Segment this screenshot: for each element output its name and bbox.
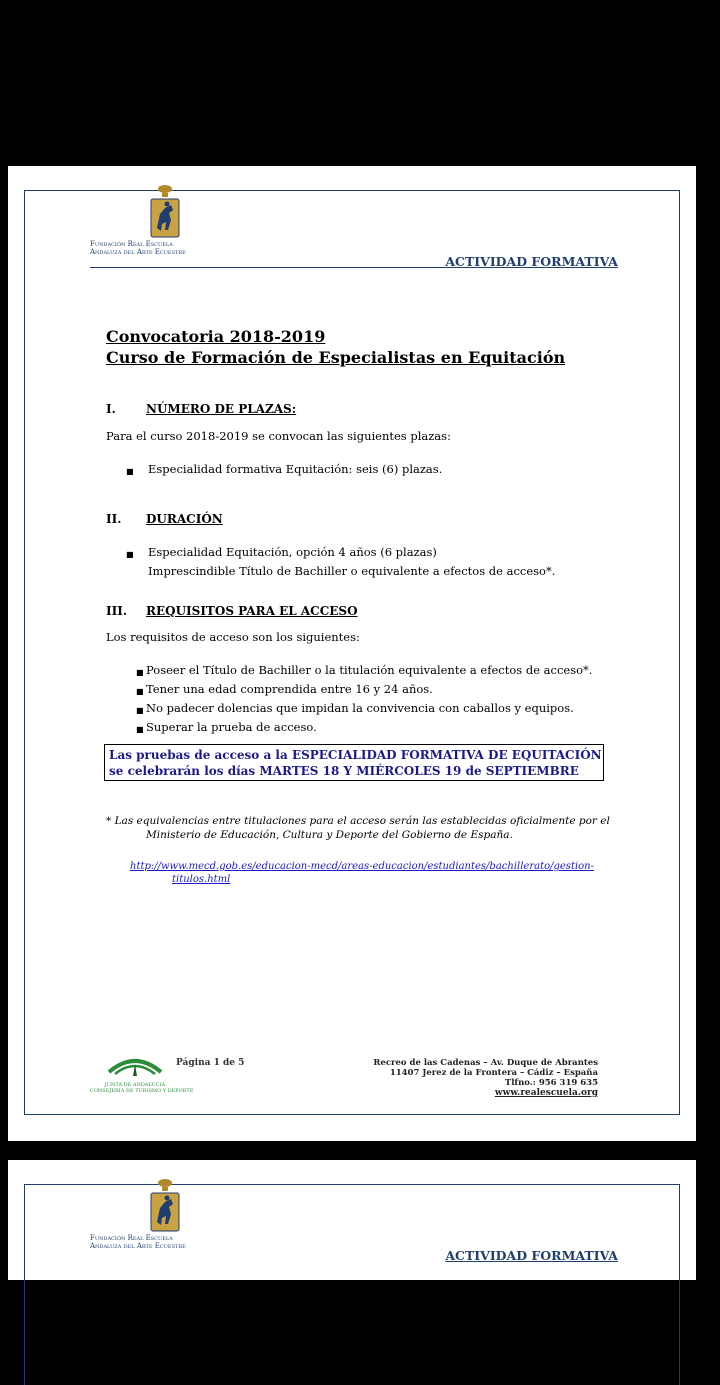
- section-1-list: [126, 461, 442, 480]
- logo-text-line-2: Andaluza del Arte Ecuestre: [90, 1242, 186, 1250]
- list-item: ■ Especialidad Equitación, opción 4 años (6 plazas): [126, 544, 555, 563]
- section-name: NÚMERO DE PLAZAS:: [146, 402, 297, 416]
- section-heading-3: [106, 604, 358, 618]
- horse-crest-icon: [148, 1178, 182, 1234]
- bullet-icon: ■: [136, 687, 144, 696]
- title-line-2: Curso de Formación de Especialistas en Equitación: [106, 348, 566, 367]
- junta-emblem-icon: [105, 1052, 165, 1078]
- bullet-icon: ■: [126, 550, 134, 559]
- total-pages: 5: [238, 1058, 245, 1068]
- address-line-1: Recreo de las Cadenas – Av. Duque de Abrantes: [373, 1058, 598, 1068]
- notice-line-1: Las pruebas de acceso a la ESPECIALIDAD FORMATIVA DE EQUITACIÓN: [109, 748, 602, 762]
- list-item: ■ Especialidad formativa Equitación: seis (6) plazas.: [126, 461, 442, 480]
- junta-text-line-2: CONSEJERÍA DE TURISMO Y DEPORTE: [90, 1088, 194, 1094]
- address-line-2: 11407 Jerez de la Frontera – Cádiz – España: [389, 1068, 598, 1078]
- logo-text-line-1: Fundación Real Escuela: [90, 240, 173, 248]
- section-number: II.: [106, 512, 122, 526]
- list-item-continuation: Imprescindible Título de Bachiller o equivalente a efectos de acceso*.: [148, 564, 556, 578]
- foundation-logo: [90, 1178, 240, 1250]
- section-1-intro: Para el curso 2018-2019 se convocan las siguientes plazas:: [106, 429, 451, 443]
- list-item: ■ Tener una edad comprendida entre 16 y 24 años.: [136, 681, 592, 700]
- section-name: DURACIÓN: [146, 512, 223, 526]
- document-title: [106, 326, 565, 368]
- logo-text-line-2: Andaluza del Arte Ecuestre: [90, 248, 186, 256]
- header-divider: [90, 267, 598, 268]
- notice-line-2: se celebrarán los días MARTES 18 Y MIÉRCOLES 19 de SEPTIEMBRE: [109, 764, 579, 778]
- bullet-icon: ■: [126, 467, 134, 476]
- exam-dates-notice: [104, 744, 604, 781]
- bullet-icon: ■: [136, 668, 144, 677]
- equivalence-footnote: [106, 814, 616, 842]
- junta-text-line-1: JUNTA DE ANDALUCIA: [104, 1082, 166, 1088]
- activity-heading: ACTIVIDAD FORMATIVA: [445, 1248, 618, 1263]
- current-page: 1: [213, 1058, 220, 1068]
- section-heading-2: [106, 512, 223, 526]
- contact-address: [373, 1058, 598, 1098]
- section-2-list: [126, 544, 555, 579]
- list-item: ■ Superar la prueba de acceso.: [136, 719, 592, 738]
- section-number: III.: [106, 604, 128, 618]
- logo-text-line-1: Fundación Real Escuela: [90, 1234, 173, 1242]
- activity-heading: ACTIVIDAD FORMATIVA: [445, 254, 618, 269]
- section-heading-1: [106, 402, 296, 416]
- note-line-1: * Las equivalencias entre titulaciones para el acceso serán las establecidas oficialmente por el: [106, 815, 610, 827]
- document-page-1: [8, 166, 696, 1141]
- website-link[interactable]: www.realescuela.org: [494, 1088, 598, 1098]
- section-number: I.: [106, 402, 116, 416]
- page-number: Página 1 de 5: [176, 1058, 245, 1068]
- foundation-logo: [90, 184, 240, 256]
- link-line-1[interactable]: http://www.mecd.gob.es/educacion-mecd/areas-educacion/estudiantes/bachillerato/gestion-: [130, 861, 594, 872]
- section-name: REQUISITOS PARA EL ACCESO: [146, 604, 358, 618]
- mecd-link[interactable]: [130, 860, 594, 886]
- horse-crest-icon: [148, 184, 182, 240]
- list-item: ■ Poseer el Título de Bachiller o la titulación equivalente a efectos de acceso*.: [136, 662, 592, 681]
- junta-andalucia-logo: [90, 1052, 194, 1094]
- document-page-2: [8, 1160, 696, 1280]
- note-line-2: Ministerio de Educación, Cultura y Deporte del Gobierno de España.: [146, 829, 513, 841]
- section-3-list: [136, 662, 592, 738]
- list-item: ■ No padecer dolencias que impidan la convivencia con caballos y equipos.: [136, 700, 592, 719]
- link-line-2[interactable]: titulos.html: [172, 874, 231, 885]
- address-phone: Tlfno.: 956 319 635: [504, 1078, 598, 1088]
- section-3-intro: Los requisitos de acceso son los siguientes:: [106, 630, 360, 644]
- bullet-icon: ■: [136, 725, 144, 734]
- bullet-icon: ■: [136, 706, 144, 715]
- title-line-1: Convocatoria 2018-2019: [106, 327, 326, 346]
